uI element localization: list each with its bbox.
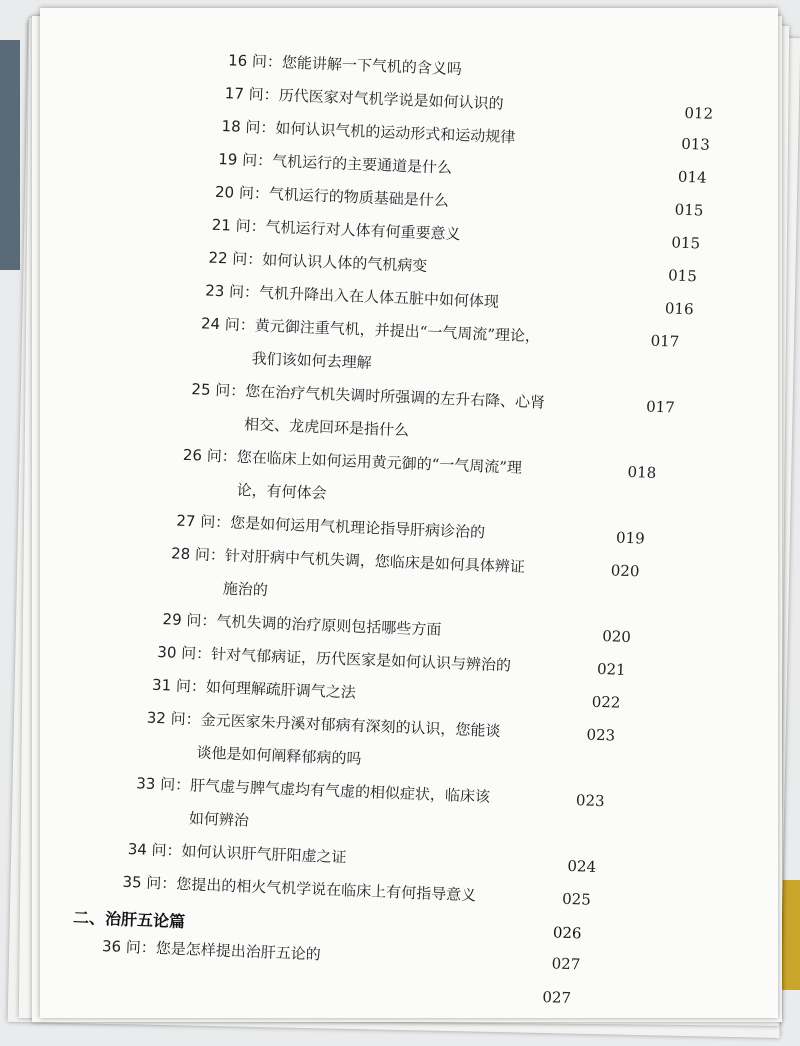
toc-entry-continuation: 我们该如何去理解 (251, 349, 372, 372)
entry-title: 您在治疗气机失调时所强调的左升右降、心肾 (244, 382, 546, 412)
entry-number: 26 问： (182, 445, 238, 466)
trailing-page-number: 027 (542, 988, 572, 1008)
entry-number: 29 问： (162, 610, 217, 631)
toc-entry (170, 544, 640, 581)
entry-page: 025 (561, 889, 592, 909)
entry-title: 气机失调的治疗原则包括哪些方面 (216, 612, 442, 639)
entry-number: 36 问： (101, 937, 157, 958)
toc-entry (208, 248, 698, 286)
entry-number: 27 问： (176, 511, 231, 532)
toc-entry (191, 380, 676, 417)
entry-page: 021 (596, 659, 627, 679)
background-book-edge-yellow (782, 880, 800, 990)
entry-page: 023 (586, 725, 616, 745)
entry-title: 如何理解疏肝调气之法 (205, 677, 357, 702)
toc-entry (182, 445, 657, 482)
toc-entry (122, 872, 592, 909)
entry-number: 31 问： (151, 675, 207, 696)
toc-entry (211, 215, 701, 253)
entry-title: 如何认识人体的气机病变 (262, 250, 428, 276)
toc-entry (162, 610, 632, 647)
entry-number: 21 问： (211, 215, 266, 236)
toc-entry (151, 675, 621, 712)
toc-entry (204, 281, 694, 319)
entry-number: 32 问： (146, 708, 202, 729)
entry-page: 019 (615, 528, 646, 548)
entry-number: 24 问： (200, 314, 256, 335)
entry-page: 014 (677, 167, 707, 187)
entry-number: 19 问： (217, 149, 273, 171)
entry-page: 015 (671, 233, 701, 253)
section-page: 026 (552, 923, 582, 943)
entry-number: 18 问： (221, 117, 276, 138)
entry-page: 017 (645, 397, 676, 417)
entry-number: 17 问： (224, 84, 280, 105)
entry-number: 25 问： (191, 380, 246, 401)
toc-page (1, 8, 777, 1046)
toc-entry (157, 642, 627, 679)
entry-title: 您提出的相火气机学说在临床上有何指导意义 (175, 874, 477, 905)
entry-number: 28 问： (170, 544, 226, 565)
toc-entry (217, 149, 707, 187)
entry-number: 34 问： (127, 839, 182, 861)
toc-entry (101, 937, 581, 974)
entry-page: 020 (601, 627, 632, 647)
entry-page: 015 (674, 200, 704, 220)
toc-entry-continuation: 论，有何体会 (236, 480, 327, 503)
toc-entry-continuation: 相交、龙虎回环是指什么 (243, 415, 410, 440)
toc-entry-continuation: 施治的 (222, 579, 269, 600)
entry-title: 气机运行的主要通道是什么 (271, 152, 453, 177)
entry-number: 16 问： (227, 51, 283, 72)
toc-entry (135, 774, 605, 811)
entry-number: 20 问： (214, 182, 270, 203)
toc-entry (200, 314, 680, 351)
entry-title: 如何认识气机的运动形式和运动规律 (275, 119, 516, 147)
entry-title: 肝气虚与脾气虚均有气虚的相似症状，临床该 (189, 776, 491, 806)
entry-page: 012 (684, 103, 714, 123)
entry-title: 历代医家对气机学说是如何认识的 (278, 86, 504, 113)
entry-page: 022 (591, 692, 621, 712)
entry-title: 气机运行对人体有何重要意义 (265, 217, 461, 244)
toc-entry (214, 182, 704, 220)
entry-page: 017 (650, 331, 680, 351)
entry-title: 针对肝病中气机失调，您临床是如何具体辨证 (224, 546, 526, 577)
toc-entry (228, 53, 462, 77)
entry-page: 023 (575, 791, 605, 811)
toc-entry (224, 84, 714, 123)
toc-entry (127, 839, 597, 876)
entry-title: 气机升降出入在人体五脏中如何体现 (258, 283, 500, 311)
entry-page: 018 (627, 462, 657, 482)
entry-title: 黄元御注重气机，并提出“一气周流”理论， (254, 316, 541, 346)
entry-number: 22 问： (208, 248, 263, 269)
entry-page: 027 (551, 954, 581, 974)
entry-page: 016 (664, 299, 694, 319)
entry-title: 针对气郁病证，历代医家是如何认识与辨治的 (210, 645, 512, 675)
entry-title: 金元医家朱丹溪对郁病有深刻的认识，您能谈 (200, 710, 501, 741)
entry-title: 您是怎样提出治肝五论的 (155, 939, 322, 964)
entry-page: 020 (610, 561, 640, 581)
background-book-edge (0, 40, 20, 270)
section-title: 二、治肝五论篇 (72, 907, 186, 932)
toc-entry-continuation: 如何辨治 (188, 809, 250, 830)
toc-entry-continuation: 谈他是如何阐释郁病的吗 (196, 743, 362, 768)
entry-number: 30 问： (157, 642, 212, 664)
entry-page: 015 (667, 266, 698, 286)
entry-page: 024 (567, 856, 597, 876)
entry-title: 您是如何运用气机理论指导肝病诊治的 (229, 513, 486, 542)
entry-number: 33 问： (135, 774, 191, 795)
entry-page: 013 (680, 134, 711, 154)
entry-title: 您能讲解一下气机的含义吗 (281, 53, 463, 79)
toc-entry (221, 117, 711, 154)
entry-title: 如何认识肝气肝阳虚之证 (181, 842, 347, 867)
toc-entry (146, 708, 616, 745)
entry-title: 您在临床上如何运用黄元御的“一气周流”理 (236, 447, 523, 477)
entry-number: 35 问： (122, 872, 177, 893)
toc-entry (176, 511, 646, 548)
entry-title: 气机运行的物质基础是什么 (268, 184, 450, 210)
section-heading (72, 905, 582, 943)
entry-number: 23 问： (204, 281, 260, 302)
